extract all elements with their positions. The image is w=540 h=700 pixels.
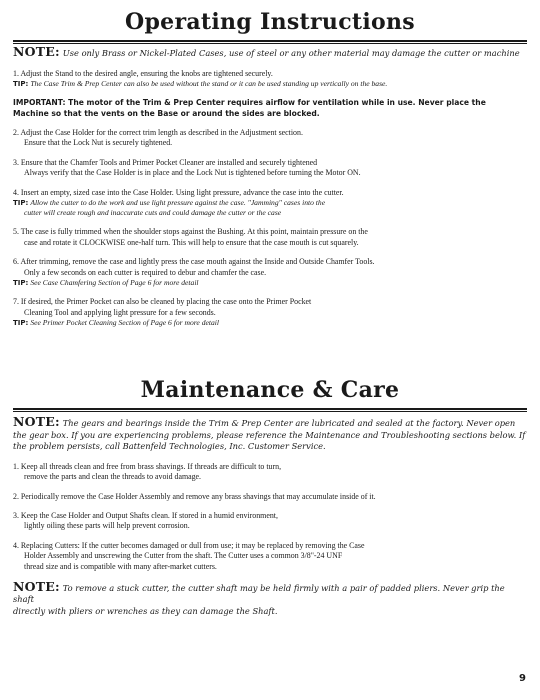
step-7 (13, 297, 527, 328)
tip-6-text: See Case Chamfering Section of Page 6 for more detail (30, 277, 199, 287)
step-7-line-1: 7. If desired, the Primer Pocket can also be cleaned by placing the case onto the Primer Pocket (13, 297, 312, 307)
step-5-line-1: 5. The case is fully trimmed when the shoulder stops against the Bushing. At this point, maintain pressure on the (13, 227, 368, 237)
step-3 (13, 158, 527, 179)
step-4-line-1: 4. Insert an empty, sized case into the Case Holder. Using light pressure, advance the case into the cutter. (13, 187, 344, 197)
step-5-line-2: case and rotate it CLOCKWISE one-half turn. This will help to ensure that the case mouth is cut squarely. (24, 237, 359, 247)
step-2-line-2: Ensure that the Lock Nut is securely tightened. (24, 138, 173, 148)
page-number: 9 (519, 673, 526, 684)
section-title-operating-instructions: Operating Instructions (125, 9, 415, 35)
important-line-1: IMPORTANT: The motor of the Trim & Prep Center requires airflow for ventilation while in use. Never place the (13, 98, 486, 108)
step-7-line-2: Cleaning Tool and applying light pressure for a few seconds. (24, 307, 216, 317)
tip-1 (13, 79, 527, 89)
step-6 (13, 257, 527, 288)
maintenance-item-4 (13, 541, 527, 572)
tip-4-text-1: Allow the cutter to do the work and use light pressure against the case. "Jamming" cases into the (30, 197, 326, 207)
item-4-line-1: 4. Replacing Cutters: If the cutter becomes damaged or dull from use; it may be replaced by removing the Case (13, 540, 365, 550)
step-2 (13, 128, 527, 149)
note-gears (13, 416, 527, 453)
step-3-line-1: 3. Ensure that the Chamfer Tools and Primer Pocket Cleaner are installed and securely tightened (13, 157, 318, 167)
tip-7-text: See Primer Pocket Cleaning Section of Page 6 for more detail (30, 318, 219, 327)
item-3-line-2: lightly oiling these parts will help prevent corrosion. (24, 521, 190, 531)
note-stuck-line-2: directly with pliers or wrenches as they can damage the Shaft. (13, 605, 278, 616)
section-title-maintenance-care: Maintenance & Care (140, 377, 400, 404)
item-1-line-2: remove the parts and clean the threads to avoid damage. (24, 472, 202, 482)
step-2-line-1: 2. Adjust the Case Holder for the correct trim length as described in the Adjustment section. (13, 127, 303, 137)
tip-4 (13, 198, 527, 208)
tip-6 (13, 278, 527, 288)
tip-1-text: The Case Trim & Prep Center can also be used without the stand or it can be used standing up vertically on the base. (30, 78, 388, 88)
note-label: NOTE: (13, 578, 60, 594)
maintenance-item-2 (13, 492, 527, 502)
tip-label: TIP: (13, 198, 29, 207)
note-label: NOTE: (13, 414, 60, 430)
step-6-line-1: 6. After trimming, remove the case and lightly press the case mouth against the Inside and Outside Chamfer Tools. (13, 257, 375, 267)
note-text: Use only Brass or Nickel-Plated Cases, use of steel or any other material may damage the cutter or machine (62, 48, 520, 58)
item-4-line-2: Holder Assembly and unscrewing the Cutter from the shaft. The Cutter uses a common 3/8"-24 UNF (24, 551, 343, 561)
tip-label: TIP: (13, 278, 29, 287)
tip-label: TIP: (13, 319, 29, 327)
note-stuck-cutter (13, 578, 527, 618)
item-1-line-1: 1. Keep all threads clean and free from brass shavings. If threads are difficult to turn, (13, 461, 282, 471)
step-5 (13, 227, 527, 248)
tip-label: TIP: (13, 79, 29, 88)
step-6-line-2: Only a few seconds on each cutter is required to debur and chamfer the case. (24, 267, 267, 277)
step-4 (13, 188, 527, 219)
title-rule-thick (13, 408, 527, 410)
note-stuck-line-1: To remove a stuck cutter, the cutter shaft may be held firmly with a pair of padded pliers. Never grip the shaft (13, 582, 505, 605)
item-2-line-1: 2. Periodically remove the Case Holder Assembly and remove any brass shavings that may accumulate inside of it. (13, 491, 376, 501)
note-materials (13, 46, 527, 60)
item-4-line-3: thread size and is compatible with many after-market cutters. (24, 561, 217, 571)
note-label: NOTE: (13, 44, 60, 59)
step-1 (13, 69, 527, 90)
maintenance-item-3 (13, 511, 527, 532)
tip-7 (13, 318, 527, 328)
note-gears-line-3: the problem persists, call Battenfeld Technologies, Inc. Customer Service. (13, 441, 326, 452)
item-3-line-1: 3. Keep the Case Holder and Output Shafts clean. If stored in a humid environment, (13, 510, 278, 520)
step-1-text: 1. Adjust the Stand to the desired angle, ensuring the knobs are tightened securely. (13, 68, 273, 78)
note-gears-line-2: the gear box. If you are experiencing problems, please reference the Maintenance and Troubleshooting sections below. If (13, 429, 526, 440)
page (13, 6, 527, 617)
maintenance-item-1 (13, 462, 527, 483)
note-gears-line-1: The gears and bearings inside the Trim & Prep Center are lubricated and sealed at the factory. Never open (62, 418, 516, 429)
step-3-line-2: Always verify that the Case Holder is in place and the Lock Nut is tightened before turning the Motor ON. (24, 168, 361, 178)
tip-4-text-2: cutter will create rough and inaccurate cuts and could damage the cutter or the case (24, 208, 282, 218)
important-line-2: Machine so that the vents on the Base or around the sides are blocked. (13, 108, 320, 118)
title-rule-thin (13, 411, 527, 412)
title-rule-thick (13, 40, 527, 42)
title-rule-thin (13, 43, 527, 44)
important-notice (13, 98, 527, 119)
section-spacer (13, 328, 527, 374)
